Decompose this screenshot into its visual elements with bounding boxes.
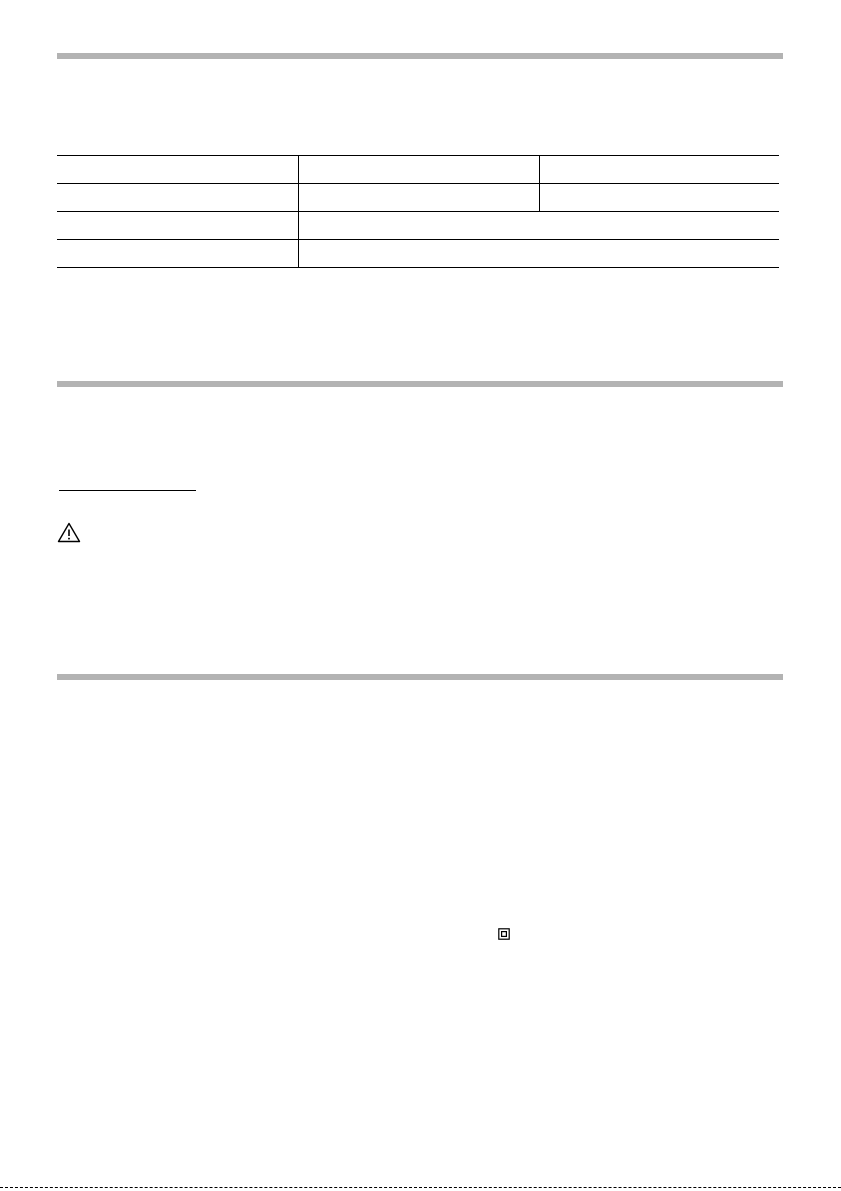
table-row [57, 184, 779, 212]
table-cell [57, 184, 298, 212]
table-cell [57, 240, 298, 268]
section-divider-2 [57, 381, 783, 387]
warning-triangle-icon [57, 522, 81, 543]
table-row [57, 156, 779, 184]
table-cell [539, 156, 779, 184]
page-bottom-edge [0, 1187, 841, 1188]
table-cell [298, 240, 779, 268]
table-row [57, 212, 779, 240]
double-insulation-icon [498, 928, 510, 940]
section-divider-1 [57, 53, 783, 59]
heading-underline [59, 490, 196, 491]
table-cell [57, 212, 298, 240]
table-cell [298, 156, 539, 184]
section-divider-3 [57, 674, 783, 680]
table-cell [298, 212, 779, 240]
table-cell [298, 184, 539, 212]
specification-table [57, 155, 779, 268]
table-cell [57, 156, 298, 184]
table-cell [539, 184, 779, 212]
table-row [57, 240, 779, 268]
